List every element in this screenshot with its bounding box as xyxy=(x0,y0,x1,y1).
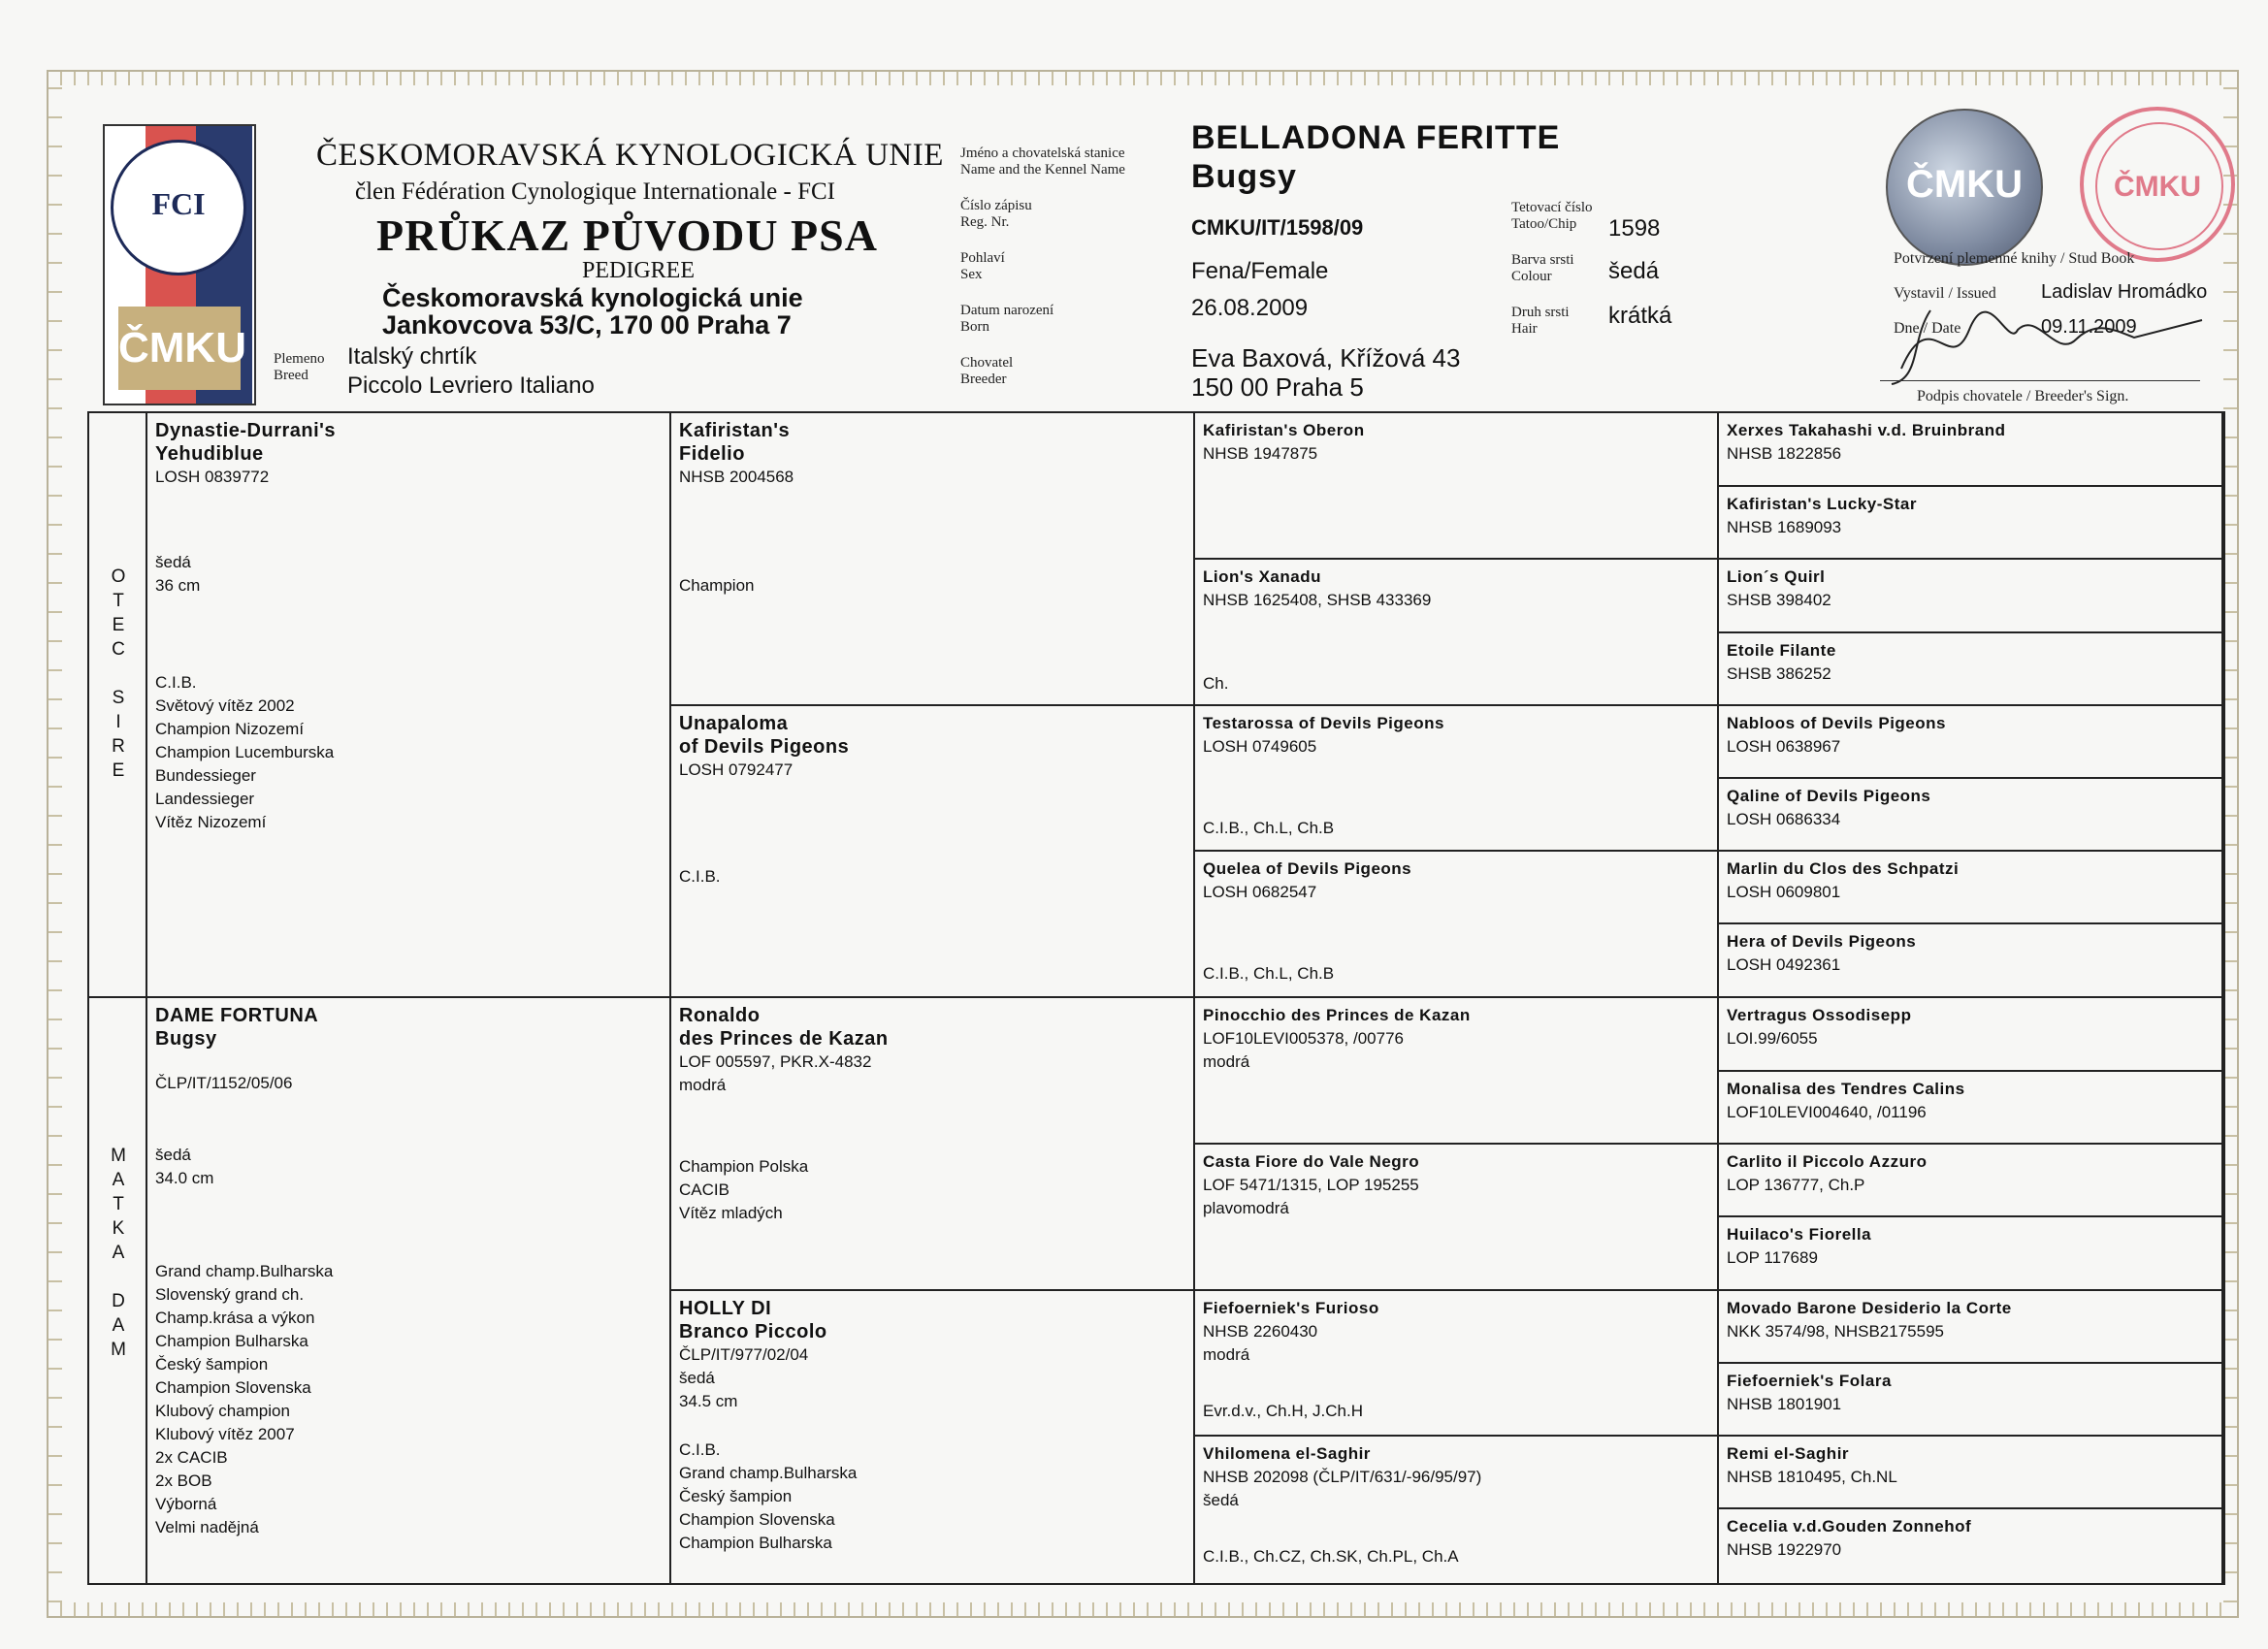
great-grandparent-title: Ch. xyxy=(1203,674,1229,693)
sex-label-en: Sex xyxy=(960,267,983,282)
dog-name-line-1: BELLADONA FERITTE xyxy=(1191,119,1561,156)
ancestor-name: Vertragus Ossodisepp xyxy=(1727,1006,1912,1024)
ancestor-name: Huilaco's Fiorella xyxy=(1727,1225,1872,1244)
dam-side xyxy=(89,998,147,1583)
dam-cell xyxy=(147,998,671,1583)
ancestor-reg: NHSB 1822856 xyxy=(1727,444,1842,463)
dam-letter: M xyxy=(111,1340,126,1360)
ancestor-cell xyxy=(1719,1509,2223,1583)
sire-cell xyxy=(147,413,671,998)
ancestor-cell xyxy=(1719,924,2223,998)
sire-title: Světový vítěz 2002 xyxy=(155,696,295,715)
stud-book-confirmation: Potvrzení plemenné knihy / Stud Book xyxy=(1894,250,2135,267)
dam-letter: M xyxy=(111,1146,126,1166)
grandparent-name: of Devils Pigeons xyxy=(679,736,850,758)
ancestor-cell xyxy=(1719,1437,2223,1509)
ancestor-reg: LOSH 0638967 xyxy=(1727,737,1841,756)
sire-letter: E xyxy=(112,760,125,781)
great-grandparent-name: Pinocchio des Princes de Kazan xyxy=(1203,1006,1471,1024)
grandparent-title: Champion xyxy=(679,576,755,595)
great-grandparent-colour: plavomodrá xyxy=(1203,1199,1289,1217)
dog-name-line-2: Bugsy xyxy=(1191,158,1297,195)
date-label: Dne / Date xyxy=(1894,320,1961,337)
sire-reg: LOSH 0839772 xyxy=(155,468,270,486)
ancestor-name: Hera of Devils Pigeons xyxy=(1727,932,1917,951)
great-grandparent-cell xyxy=(1195,706,1719,852)
hair-value: krátká xyxy=(1608,303,1672,329)
grandparent-cell xyxy=(671,413,1195,706)
dam-title: Champion Bulharska xyxy=(155,1332,308,1350)
ancestor-cell xyxy=(1719,1072,2223,1145)
pedigree-table xyxy=(87,411,2225,1585)
colour-label xyxy=(1511,252,1574,285)
sire-letter: O xyxy=(111,566,126,587)
grandparent-title: Vítěz mladých xyxy=(679,1204,783,1222)
breeder-line-1: Eva Baxová, Křížová 43 xyxy=(1191,343,1461,372)
grandparent-cell xyxy=(671,1291,1195,1583)
signature-line xyxy=(1880,380,2200,381)
issued-by: Ladislav Hromádko xyxy=(2041,281,2208,303)
ancestor-reg: LOI.99/6055 xyxy=(1727,1029,1818,1048)
grandparent-title: Champion Polska xyxy=(679,1157,809,1176)
ancestor-reg: NKK 3574/98, NHSB2175595 xyxy=(1727,1322,1944,1341)
sire-name-line-1: Dynastie-Durrani's xyxy=(155,420,337,441)
grandparent-name: HOLLY DI xyxy=(679,1298,772,1319)
reg-number: CMKU/IT/1598/09 xyxy=(1191,215,1364,240)
breed-label-cz: Plemeno xyxy=(274,351,325,367)
great-grandparent-title: C.I.B., Ch.L, Ch.B xyxy=(1203,819,1335,837)
document-title: PRŮKAZ PŮVODU PSA xyxy=(376,210,878,260)
address-line-2: Jankovcova 53/C, 170 00 Praha 7 xyxy=(382,310,792,340)
grandparent-reg: LOSH 0792477 xyxy=(679,760,794,779)
hologram-seal-text: ČMKU xyxy=(1906,163,2023,206)
great-grandparent-reg: NHSB 202098 (ČLP/IT/631/-96/95/97) xyxy=(1203,1468,1482,1486)
grandparent-title: Český šampion xyxy=(679,1487,793,1505)
dam-reg: ČLP/IT/1152/05/06 xyxy=(155,1074,293,1092)
dam-side-letters xyxy=(89,1144,147,1362)
great-grandparent-name: Fiefoerniek's Furioso xyxy=(1203,1299,1379,1317)
reg-label-en: Reg. Nr. xyxy=(960,214,1010,230)
tattoo-value: 1598 xyxy=(1608,215,1661,242)
grandparent-title: Champion Bulharska xyxy=(679,1534,832,1552)
ancestor-cell xyxy=(1719,413,2223,487)
breeder-label-cz: Chovatel xyxy=(960,355,1014,371)
handwritten-signature xyxy=(1872,291,2221,388)
great-grandparent-reg: LOF10LEVI005378, /00776 xyxy=(1203,1029,1404,1048)
sire-side-letters xyxy=(89,565,147,783)
great-grandparent-cell xyxy=(1195,560,1719,706)
breed-label xyxy=(274,351,325,384)
ancestor-name: Xerxes Takahashi v.d. Bruinbrand xyxy=(1727,421,2006,439)
name-label-en: Name and the Kennel Name xyxy=(960,162,1125,178)
grandparent-name: Branco Piccolo xyxy=(679,1321,827,1342)
ancestor-name: Lion´s Quirl xyxy=(1727,567,1826,586)
dam-title: Český šampion xyxy=(155,1355,269,1374)
issue-date: 09.11.2009 xyxy=(2041,316,2137,338)
dam-letter: A xyxy=(112,1243,125,1263)
ancestor-cell xyxy=(1719,487,2223,560)
great-grandparent-colour: šedá xyxy=(1203,1491,1239,1509)
dam-title: 2x BOB xyxy=(155,1471,212,1490)
dam-title: Champion Slovenska xyxy=(155,1378,311,1397)
great-grandparent-title: C.I.B., Ch.CZ, Ch.SK, Ch.PL, Ch.A xyxy=(1203,1547,1459,1566)
dam-letter: A xyxy=(112,1315,125,1336)
fci-cmku-logo xyxy=(103,124,256,405)
breeder-sign-label: Podpis chovatele / Breeder's Sign. xyxy=(1917,388,2129,404)
dam-title: Klubový champion xyxy=(155,1402,290,1420)
name-label xyxy=(960,146,1125,178)
ancestor-cell xyxy=(1719,633,2223,706)
great-grandparent-reg: NHSB 1947875 xyxy=(1203,444,1318,463)
sex-label-cz: Pohlaví xyxy=(960,250,1005,266)
ancestor-cell xyxy=(1719,779,2223,852)
grandparent-colour: šedá xyxy=(679,1369,715,1387)
breeder-line-2: 150 00 Praha 5 xyxy=(1191,372,1364,402)
sire-name-line-2: Yehudiblue xyxy=(155,443,264,465)
grandparent-title: CACIB xyxy=(679,1180,729,1199)
ancestor-cell xyxy=(1719,1217,2223,1291)
sire-side xyxy=(89,413,147,998)
born-label xyxy=(960,303,1053,336)
ancestor-reg: LOP 136777, Ch.P xyxy=(1727,1176,1865,1194)
grandparent-name: Unapaloma xyxy=(679,713,789,734)
sire-letter: S xyxy=(112,688,125,708)
ancestor-cell xyxy=(1719,998,2223,1072)
ancestor-name: Nabloos of Devils Pigeons xyxy=(1727,714,1946,732)
dam-letter: A xyxy=(112,1170,125,1190)
ancestor-reg: LOP 117689 xyxy=(1727,1248,1818,1267)
ancestor-name: Qaline of Devils Pigeons xyxy=(1727,787,1931,805)
ancestor-name: Movado Barone Desiderio la Corte xyxy=(1727,1299,2012,1317)
ancestor-cell xyxy=(1719,706,2223,779)
great-grandparent-cell xyxy=(1195,413,1719,560)
great-grandparent-reg: LOSH 0682547 xyxy=(1203,883,1317,901)
sire-letter: R xyxy=(112,736,125,757)
great-grandparent-colour: modrá xyxy=(1203,1345,1250,1364)
dam-title: Výborná xyxy=(155,1495,217,1513)
grandparent-title: Champion Slovenska xyxy=(679,1510,835,1529)
ancestor-name: Carlito il Piccolo Azzuro xyxy=(1727,1152,1928,1171)
grandparent-height: 34.5 cm xyxy=(679,1392,738,1410)
breed-cz: Italský chrtík xyxy=(347,343,477,370)
sire-colour: šedá xyxy=(155,553,191,571)
sire-height: 36 cm xyxy=(155,576,201,595)
dam-letter: D xyxy=(112,1291,125,1311)
grandparent-title: C.I.B. xyxy=(679,867,721,886)
ancestor-cell xyxy=(1719,1145,2223,1217)
sire-title: C.I.B. xyxy=(155,673,197,692)
ancestor-cell xyxy=(1719,852,2223,924)
sex-value: Fena/Female xyxy=(1191,258,1329,284)
grandparent-cell xyxy=(671,706,1195,998)
great-grandparent-colour: modrá xyxy=(1203,1052,1250,1071)
sex-label xyxy=(960,250,1005,283)
stud-book-stamp xyxy=(2080,107,2235,262)
grandparent-reg: ČLP/IT/977/02/04 xyxy=(679,1345,809,1364)
great-grandparent-reg: LOF 5471/1315, LOP 195255 xyxy=(1203,1176,1419,1194)
hair-label-en: Hair xyxy=(1511,321,1538,337)
ancestor-reg: SHSB 398402 xyxy=(1727,591,1831,609)
dam-letter: K xyxy=(112,1218,125,1239)
great-grandparent-reg: NHSB 1625408, SHSB 433369 xyxy=(1203,591,1432,609)
dam-height: 34.0 cm xyxy=(155,1169,214,1187)
sire-letter: E xyxy=(112,615,125,635)
great-grandparent-name: Testarossa of Devils Pigeons xyxy=(1203,714,1444,732)
sire-title: Champion Nizozemí xyxy=(155,720,305,738)
great-grandparent-reg: NHSB 2260430 xyxy=(1203,1322,1318,1341)
great-grandparent-cell xyxy=(1195,1291,1719,1437)
ancestor-name: Remi el-Saghir xyxy=(1727,1444,1850,1463)
ancestor-reg: NHSB 1810495, Ch.NL xyxy=(1727,1468,1897,1486)
dam-title: Grand champ.Bulharska xyxy=(155,1262,334,1280)
dam-title: Slovenský grand ch. xyxy=(155,1285,305,1304)
fci-membership: člen Fédération Cynologique Internationale - FCI xyxy=(355,178,836,205)
colour-label-en: Colour xyxy=(1511,269,1552,284)
dam-title: Champ.krása a výkon xyxy=(155,1309,315,1327)
ancestor-reg: LOSH 0609801 xyxy=(1727,883,1841,901)
grandparent-title: Grand champ.Bulharska xyxy=(679,1464,858,1482)
ancestor-name: Etoile Filante xyxy=(1727,641,1836,660)
tattoo-label xyxy=(1511,200,1593,233)
sire-title: Champion Lucemburska xyxy=(155,743,335,761)
sire-letter: T xyxy=(113,591,124,611)
dam-name-line-2: Bugsy xyxy=(155,1028,217,1050)
dam-title: 2x CACIB xyxy=(155,1448,228,1467)
born-label-en: Born xyxy=(960,319,989,335)
issued-label: Vystavil / Issued xyxy=(1894,285,1996,302)
great-grandparent-cell xyxy=(1195,1437,1719,1583)
sire-letter: I xyxy=(115,712,121,732)
ancestor-cell xyxy=(1719,560,2223,633)
organization-name: ČESKOMORAVSKÁ KYNOLOGICKÁ UNIE xyxy=(316,138,944,173)
great-grandparent-name: Vhilomena el-Saghir xyxy=(1203,1444,1371,1463)
ancestor-name: Marlin du Clos des Schpatzi xyxy=(1727,859,1960,878)
ancestor-name: Monalisa des Tendres Calins xyxy=(1727,1080,1965,1098)
document-subtitle: PEDIGREE xyxy=(582,258,695,283)
grandparent-name: Kafiristan's xyxy=(679,420,791,441)
ancestor-reg: LOF10LEVI004640, /01196 xyxy=(1727,1103,1927,1121)
colour-label-cz: Barva srsti xyxy=(1511,252,1574,268)
hologram-seal xyxy=(1886,109,2043,266)
great-grandparent-reg: LOSH 0749605 xyxy=(1203,737,1317,756)
ancestor-reg: NHSB 1801901 xyxy=(1727,1395,1842,1413)
breed-it: Piccolo Levriero Italiano xyxy=(347,372,595,399)
ancestor-reg: LOSH 0686334 xyxy=(1727,810,1841,828)
great-grandparent-name: Quelea of Devils Pigeons xyxy=(1203,859,1412,878)
fci-logo-text: FCI xyxy=(151,186,206,221)
sire-title: Landessieger xyxy=(155,790,255,808)
dam-letter: T xyxy=(113,1194,124,1214)
tattoo-label-cz: Tetovací číslo xyxy=(1511,200,1593,215)
ancestor-reg: SHSB 386252 xyxy=(1727,664,1831,683)
hair-label xyxy=(1511,305,1570,338)
great-grandparent-name: Casta Fiore do Vale Negro xyxy=(1203,1152,1420,1171)
born-label-cz: Datum narození xyxy=(960,303,1054,318)
ancestor-name: Kafiristan's Lucky-Star xyxy=(1727,495,1917,513)
great-grandparent-cell xyxy=(1195,998,1719,1145)
ancestor-cell xyxy=(1719,1364,2223,1437)
dam-title: Klubový vítěz 2007 xyxy=(155,1425,295,1443)
stamp-text: ČMKU xyxy=(2114,171,2201,203)
breeder-label-en: Breeder xyxy=(960,372,1007,387)
grandparent-name: Fidelio xyxy=(679,443,745,465)
sire-title: Vítěz Nizozemí xyxy=(155,813,267,831)
ancestor-name: Fiefoerniek's Folara xyxy=(1727,1372,1892,1390)
breed-label-en: Breed xyxy=(274,368,308,383)
grandparent-cell xyxy=(671,998,1195,1291)
sire-title: Bundessieger xyxy=(155,766,256,785)
hair-label-cz: Druh srsti xyxy=(1511,305,1570,320)
grandparent-title: C.I.B. xyxy=(679,1440,721,1459)
dam-colour: šedá xyxy=(155,1146,191,1164)
dam-name-line-1: DAME FORTUNA xyxy=(155,1005,319,1026)
colour-value: šedá xyxy=(1608,258,1660,284)
grandparent-colour: modrá xyxy=(679,1076,727,1094)
sire-letter: C xyxy=(112,639,125,660)
breeder-label xyxy=(960,355,1013,388)
ancestor-reg: NHSB 1922970 xyxy=(1727,1540,1842,1559)
great-grandparent-title: Evr.d.v., Ch.H, J.Ch.H xyxy=(1203,1402,1364,1420)
great-grandparent-name: Kafiristan's Oberon xyxy=(1203,421,1365,439)
cmku-logo-text: ČMKU xyxy=(118,307,241,390)
ancestor-name: Cecelia v.d.Gouden Zonnehof xyxy=(1727,1517,1972,1536)
reg-label xyxy=(960,198,1032,231)
grandparent-reg: LOF 005597, PKR.X-4832 xyxy=(679,1052,872,1071)
grandparent-reg: NHSB 2004568 xyxy=(679,468,794,486)
ancestor-reg: LOSH 0492361 xyxy=(1727,955,1841,974)
address-line-1: Českomoravská kynologická unie xyxy=(382,283,803,312)
ancestor-cell xyxy=(1719,1291,2223,1364)
ancestor-reg: NHSB 1689093 xyxy=(1727,518,1842,536)
grandparent-name: Ronaldo xyxy=(679,1005,761,1026)
born-value: 26.08.2009 xyxy=(1191,295,1309,321)
great-grandparent-name: Lion's Xanadu xyxy=(1203,567,1321,586)
tattoo-label-en: Tatoo/Chip xyxy=(1511,216,1577,232)
grandparent-name: des Princes de Kazan xyxy=(679,1028,889,1050)
great-grandparent-title: C.I.B., Ch.L, Ch.B xyxy=(1203,964,1335,983)
reg-label-cz: Číslo zápisu xyxy=(960,198,1032,213)
dog-name xyxy=(1191,118,1560,196)
great-grandparent-cell xyxy=(1195,852,1719,998)
dam-title: Velmi nadějná xyxy=(155,1518,259,1536)
great-grandparent-cell xyxy=(1195,1145,1719,1291)
name-label-cz: Jméno a chovatelská stanice xyxy=(960,146,1125,161)
